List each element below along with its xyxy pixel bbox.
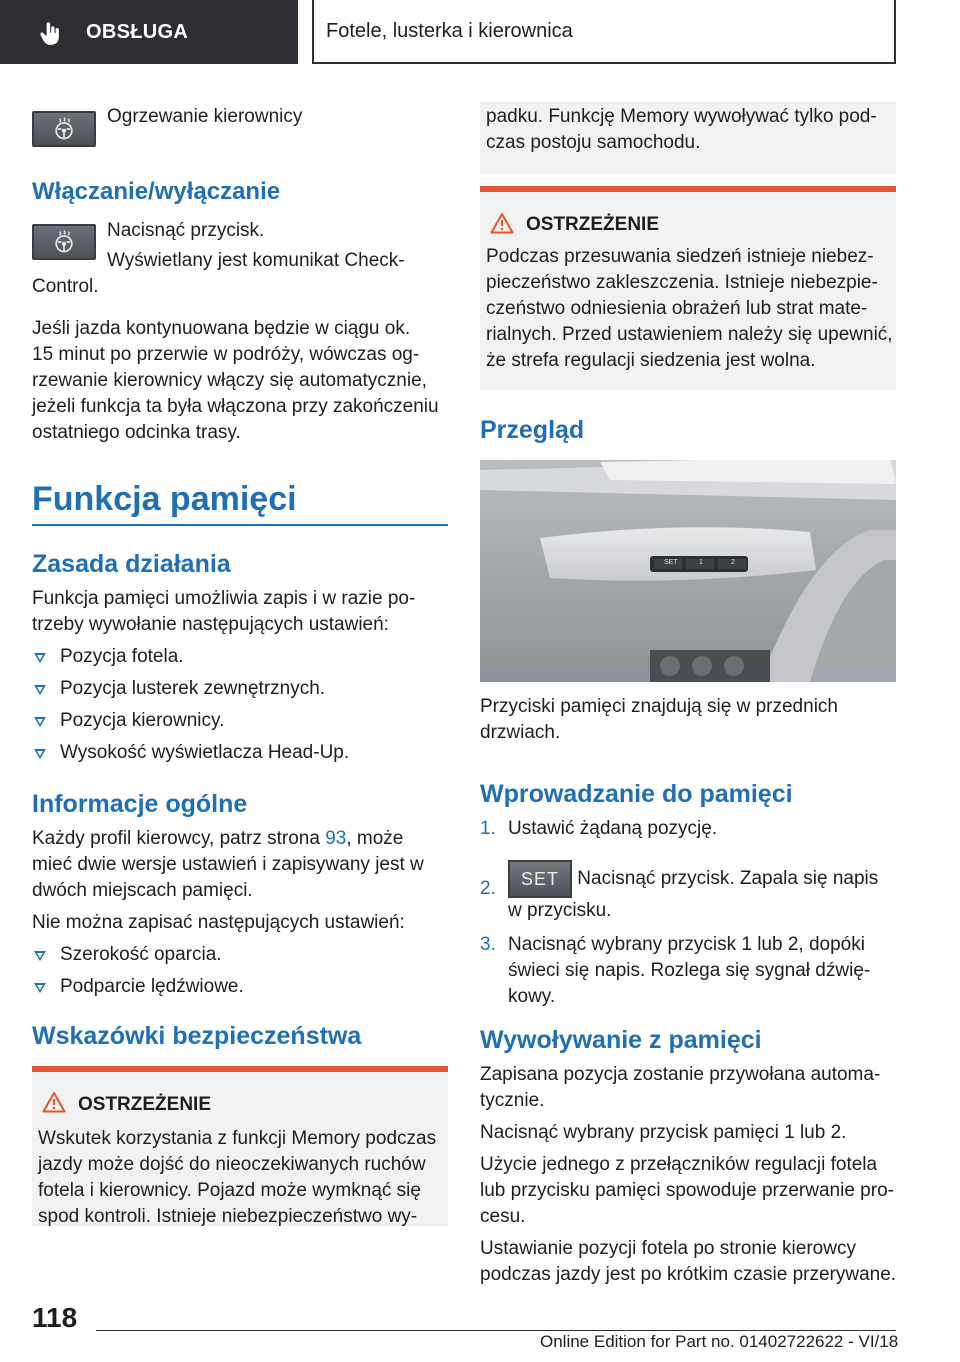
- triangle-bullet-icon: [34, 749, 46, 759]
- para-line: cesu.: [480, 1206, 526, 1227]
- para-line: że strefa regulacji siedzenia jest wolna.: [486, 350, 816, 371]
- para-line: Jeśli jazda kontynuowana będzie w ciągu ok.: [32, 318, 411, 339]
- warning-bar: [32, 1066, 448, 1072]
- onoff-heading: Włączanie/wyłączanie: [32, 178, 281, 205]
- triangle-bullet-icon: [34, 653, 46, 663]
- warning-title: OSTRZEŻENIE: [526, 214, 660, 235]
- door-panel-illustration: [480, 460, 896, 682]
- chapter-label: Fotele, lusterka i kierownica: [326, 19, 573, 42]
- photo-caption: [480, 694, 896, 746]
- para-line: trzeby wywołanie następujących ustawień:: [32, 614, 389, 635]
- section-tab: [0, 0, 298, 64]
- para-line: rialnych. Przed ustawieniem należy się upewnić,: [486, 324, 893, 345]
- list-item-text: Szerokość oparcia.: [60, 944, 222, 965]
- section-label: OBSŁUGA: [86, 20, 189, 43]
- para-line: podczas jazdy jest po krótkim czasie przerywane.: [480, 1264, 897, 1285]
- para-line: Wskutek korzystania z funkcji Memory podczas: [38, 1128, 437, 1149]
- general-text: [32, 826, 448, 936]
- warning-continuation: [480, 102, 896, 174]
- triangle-bullet-icon: [34, 685, 46, 695]
- page-link[interactable]: 93: [325, 828, 347, 849]
- page-number: 118: [32, 1302, 78, 1333]
- hand-icon: [40, 22, 62, 46]
- general-line-1: [32, 826, 448, 852]
- step-number: 3.: [480, 934, 496, 955]
- para-line: Zapisana pozycja zostanie przywołana automa-: [480, 1064, 881, 1085]
- warning-bar: [480, 186, 896, 192]
- principle-text: [32, 586, 448, 638]
- edition-text: Online Edition for Part no. 01402722622 - VI/18: [540, 1332, 899, 1351]
- para-line: Ustawianie pozycji fotela po stronie kierowcy: [480, 1238, 856, 1259]
- step-item: [480, 816, 896, 842]
- set-button-image: SET: [508, 860, 572, 898]
- list-item: [32, 942, 448, 968]
- overview-heading: Przegląd: [480, 416, 585, 444]
- warning-cont-text: [486, 104, 877, 156]
- step-item: [480, 932, 896, 1010]
- list-item-text: Pozycja fotela.: [60, 646, 184, 667]
- list-item: [32, 740, 448, 766]
- general-heading: Informacje ogólne: [32, 790, 248, 818]
- step-number: 1.: [480, 818, 496, 839]
- store-heading: Wprowadzanie do pamięci: [480, 780, 793, 808]
- step-text: świeci się napis. Rozlega się sygnał dźwię-: [508, 960, 871, 981]
- heading-rule: [32, 524, 448, 526]
- heating-label: Ogrzewanie kierownicy: [107, 106, 303, 127]
- para-line: lub przycisku pamięci spowoduje przerwanie pro-: [480, 1180, 894, 1201]
- para-line: Nacisnąć wybrany przycisk pamięci 1 lub 2.: [480, 1122, 847, 1143]
- steering-heating-icon: [51, 116, 77, 142]
- list-item-text: Pozycja kierownicy.: [60, 710, 225, 731]
- heating-paragraph: [32, 316, 448, 446]
- para-line: jazdy może dojść do nieoczekiwanych ruchów: [38, 1154, 426, 1175]
- para-line: fotela i kierownicy. Pojazd może wymknąć się: [38, 1180, 421, 1201]
- step-text: kowy.: [508, 986, 556, 1007]
- photo-set-label: SET: [664, 559, 678, 566]
- step-text: Nacisnąć wybrany przycisk 1 lub 2, dopóki: [508, 934, 865, 955]
- warning-box-left: [32, 1066, 448, 1226]
- list-item: [32, 644, 448, 670]
- step-number: 2.: [480, 878, 496, 899]
- para-line: padku. Funkcję Memory wywoływać tylko pod-: [486, 106, 877, 127]
- para-line: czeństwo odniesienia obrażeń lub strat mate-: [486, 298, 868, 319]
- para-line: spod kontroli. Istnieje niebezpieczeństwo wy-: [38, 1206, 418, 1227]
- para-line: drzwiach.: [480, 722, 561, 743]
- door-memory-photo: [480, 460, 896, 682]
- list-item-text: Pozycja lusterek zewnętrznych.: [60, 678, 326, 699]
- para-line: dwóch miejscach pamięci.: [32, 880, 253, 901]
- press-button-text: Nacisnąć przycisk.: [107, 220, 265, 241]
- warning-icon: [42, 1091, 66, 1113]
- step-text: w przycisku.: [508, 900, 612, 921]
- para-line: Przyciski pamięci znajdują się w przednich: [480, 696, 838, 717]
- warning-title: OSTRZEŻENIE: [78, 1094, 212, 1115]
- para-line: ostatniego odcinka trasy.: [32, 422, 241, 443]
- para-line: Funkcja pamięci umożliwia zapis i w razie po-: [32, 588, 416, 609]
- steering-heating-button-image-2: [32, 224, 96, 260]
- triangle-bullet-icon: [34, 717, 46, 727]
- photo-btn2-label: 2: [731, 559, 735, 566]
- para-line: rzewanie kierownicy włączy się automatycznie,: [32, 370, 427, 391]
- check-control-text-1: Wyświetlany jest komunikat Check-: [107, 250, 405, 271]
- page-header: [0, 0, 960, 66]
- photo-btn1-label: 1: [699, 559, 703, 566]
- triangle-bullet-icon: [34, 951, 46, 961]
- para-line: Użycie jednego z przełączników regulacji fotela: [480, 1154, 878, 1175]
- cannot-save-list: [32, 942, 448, 1006]
- steering-heating-icon: [51, 229, 77, 255]
- general-text-pre: Każdy profil kierowcy, patrz strona: [32, 828, 326, 849]
- principle-heading: Zasada działania: [32, 550, 231, 578]
- list-item-text: Wysokość wyświetlacza Head-Up.: [60, 742, 350, 763]
- warning-text: [38, 1126, 436, 1230]
- warning-box-right: [480, 186, 896, 390]
- check-control-text-2: Control.: [32, 276, 99, 297]
- store-steps: [480, 816, 896, 1010]
- step-text: Nacisnąć przycisk. Zapala się napis: [572, 868, 879, 890]
- para-line: pieczeństwo zakleszczenia. Istnieje niebezpie-: [486, 272, 878, 293]
- cannot-save-text: Nie można zapisać następujących ustawień:: [32, 912, 405, 933]
- para-line: 15 minut po przerwie w podróży, wówczas og-: [32, 344, 420, 365]
- para-line: czas postoju samochodu.: [486, 132, 701, 153]
- general-text-post: , może: [346, 828, 404, 849]
- triangle-bullet-icon: [34, 983, 46, 993]
- steering-heating-button-image: [32, 111, 96, 147]
- para-line: jeżeli funkcja ta była włączona przy zakończeniu: [32, 396, 439, 417]
- list-item: [32, 974, 448, 1000]
- warning-icon: [490, 212, 514, 234]
- footer-rule: [96, 1330, 896, 1331]
- list-item-text: Podparcie lędźwiowe.: [60, 976, 244, 997]
- para-line: mieć dwie wersje ustawień i zapisywany jest w: [32, 854, 424, 875]
- safety-heading: Wskazówki bezpieczeństwa: [32, 1022, 362, 1050]
- recall-heading: Wywoływanie z pamięci: [480, 1026, 762, 1054]
- principle-list: [32, 644, 448, 772]
- list-item: [32, 676, 448, 702]
- memory-heading: Funkcja pamięci: [32, 480, 297, 518]
- list-item: [32, 708, 448, 734]
- step-item: [480, 860, 896, 924]
- recall-text: [480, 1062, 900, 1288]
- para-line: tycznie.: [480, 1090, 545, 1111]
- para-line: Podczas przesuwania siedzeń istnieje niebez-: [486, 246, 874, 267]
- step-text: Ustawić żądaną pozycję.: [508, 818, 718, 839]
- warning-text: [486, 244, 893, 374]
- chapter-tab: [312, 0, 896, 64]
